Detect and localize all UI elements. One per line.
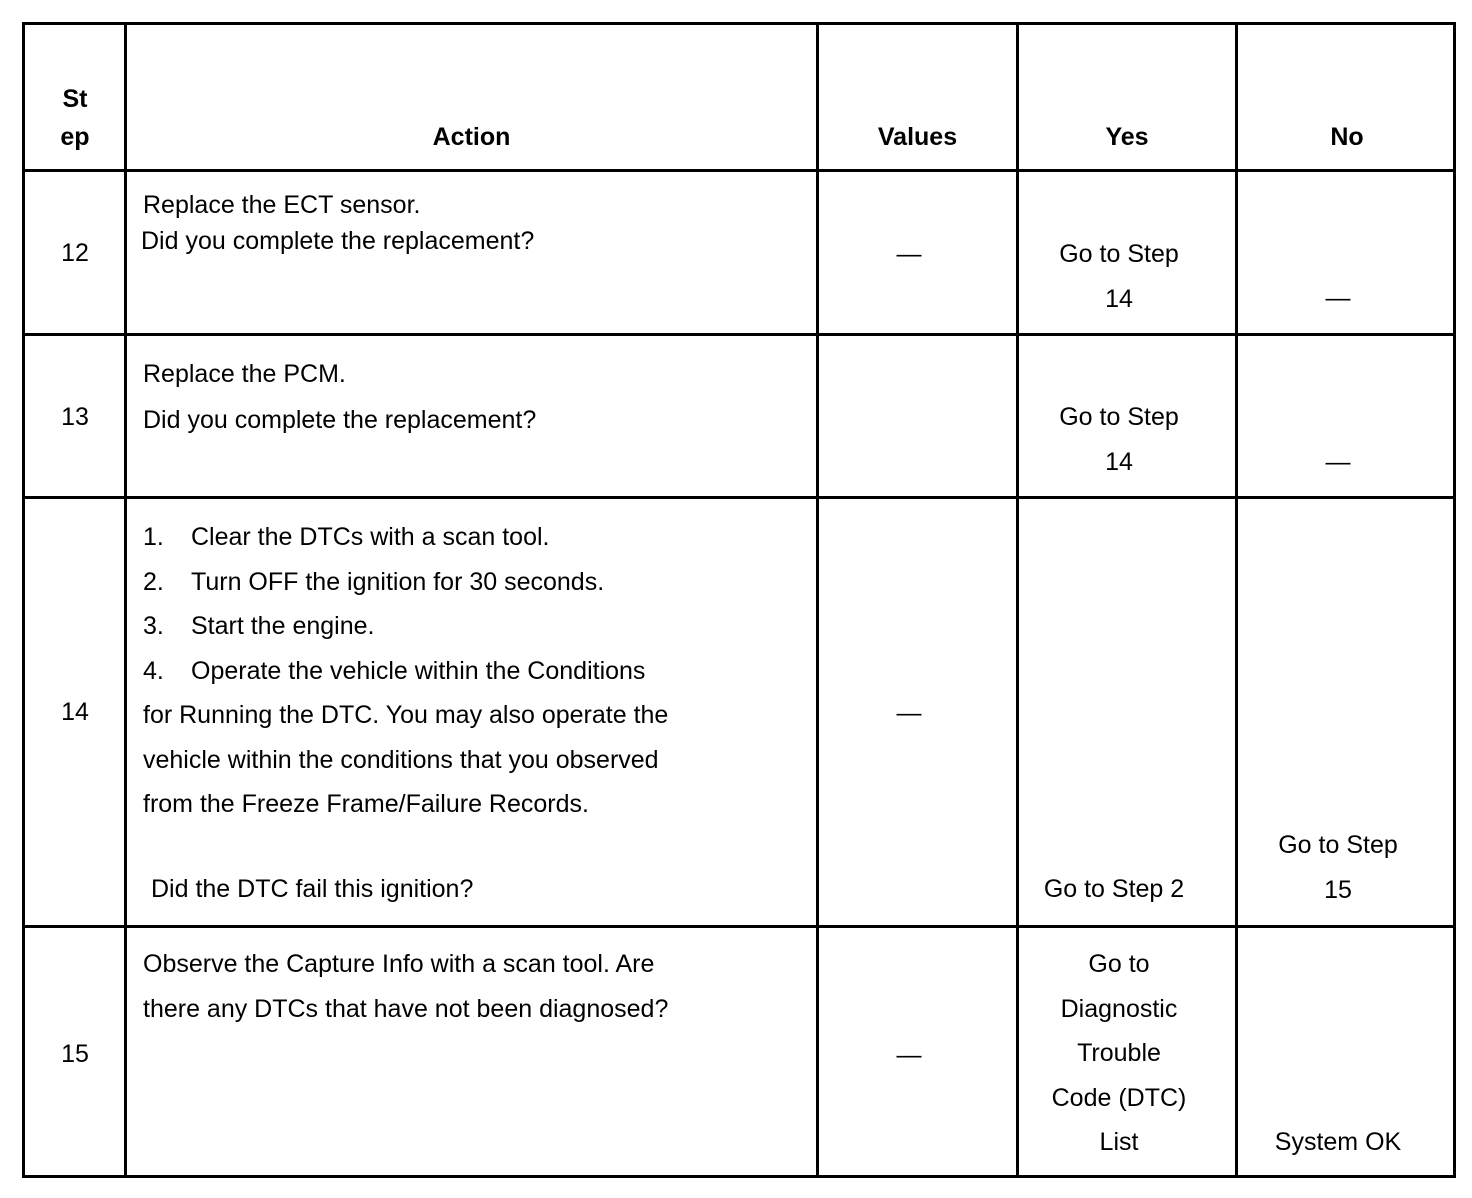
header-step-line2: ep: [60, 123, 90, 151]
yes-line: Diagnostic: [1060, 994, 1178, 1023]
no-line: Go to Step: [1278, 831, 1398, 859]
row-action: [143, 351, 536, 443]
list-text: Start the engine.: [191, 612, 375, 640]
row-divider: [25, 169, 1453, 172]
yes-line: Go to Step: [1059, 403, 1179, 431]
list-item: [143, 515, 668, 560]
yes-line: 14: [1105, 447, 1133, 476]
diagnostic-table: [22, 22, 1456, 1178]
list-item: [143, 649, 668, 694]
yes-line: Go to: [1088, 950, 1150, 978]
row-yes: Go to Step 2: [1043, 875, 1185, 903]
header-values: Values: [877, 123, 958, 151]
row-values: —: [896, 240, 922, 268]
list-number: 1.: [143, 523, 164, 551]
row-no: [1238, 823, 1438, 912]
row-yes: [1019, 942, 1219, 1165]
row-values: —: [896, 1041, 922, 1069]
header-step-line1: St: [62, 85, 88, 113]
row-step: 13: [61, 403, 89, 431]
list-number: 2.: [143, 567, 164, 596]
row-action: [143, 942, 668, 1031]
row-action: [143, 515, 668, 827]
list-text: Operate the vehicle within the Conditions: [191, 656, 646, 685]
row-step: 12: [61, 239, 89, 267]
action-line: for Running the DTC. You may also operate the: [143, 701, 669, 729]
row-step: 14: [61, 698, 89, 726]
header-no: No: [1330, 123, 1364, 151]
list-item: [143, 604, 668, 649]
column-divider: [1235, 25, 1238, 1175]
column-divider: [124, 25, 127, 1175]
row-divider: [25, 333, 1453, 336]
action-line: Replace the PCM.: [143, 360, 346, 388]
header-step: [25, 80, 125, 156]
row-yes: [1019, 232, 1219, 321]
action-line: vehicle within the conditions that you observed: [143, 745, 659, 774]
header-action: Action: [432, 123, 511, 151]
row-no: System OK: [1274, 1128, 1402, 1156]
no-line: 15: [1324, 875, 1352, 904]
action-line: from the Freeze Frame/Failure Records.: [143, 790, 589, 818]
row-divider: [25, 925, 1453, 928]
yes-line: List: [1099, 1128, 1139, 1156]
row-yes: [1019, 395, 1219, 484]
yes-line: 14: [1105, 284, 1133, 313]
yes-line: Code (DTC): [1051, 1083, 1187, 1112]
row-no: —: [1325, 284, 1351, 312]
row-question: Did the DTC fail this ignition?: [151, 875, 474, 903]
row-no: —: [1325, 448, 1351, 476]
row-values: —: [896, 699, 922, 727]
header-yes: Yes: [1105, 123, 1149, 151]
list-number: 3.: [143, 612, 164, 640]
row-action: [143, 187, 534, 259]
action-line: Replace the ECT sensor.: [143, 191, 421, 219]
action-line: Did you complete the replacement?: [141, 227, 535, 255]
list-item: [143, 560, 668, 605]
list-number: 4.: [143, 656, 164, 685]
list-text: Clear the DTCs with a scan tool.: [191, 523, 550, 551]
yes-line: Go to Step: [1059, 240, 1179, 268]
row-step: 15: [61, 1040, 89, 1068]
action-line: there any DTCs that have not been diagnosed?: [143, 994, 669, 1023]
yes-line: Trouble: [1077, 1039, 1161, 1067]
list-text: Turn OFF the ignition for 30 seconds.: [191, 567, 605, 596]
action-line: Did you complete the replacement?: [143, 406, 537, 434]
row-divider: [25, 496, 1453, 499]
action-line: Observe the Capture Info with a scan tool. Are: [143, 950, 655, 978]
column-divider: [816, 25, 819, 1175]
